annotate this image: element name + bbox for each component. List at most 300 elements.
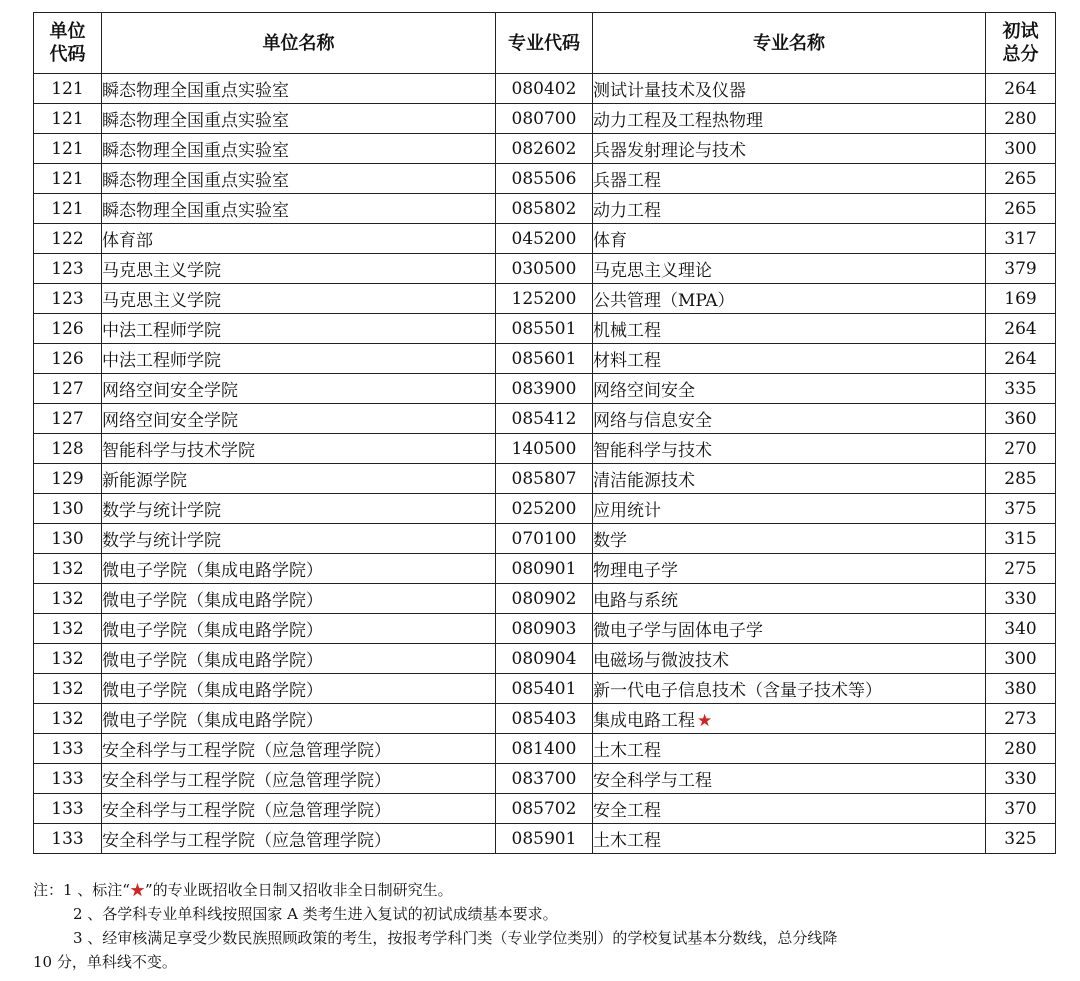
cell-unit-code-text: 130	[51, 528, 84, 549]
cell-major-code	[496, 734, 593, 764]
cell-major-name-text: 电磁场与微波技术	[593, 651, 729, 671]
cell-unit-code	[34, 224, 102, 254]
cell-unit-code-text: 132	[51, 708, 84, 729]
cell-major-code-text: 085807	[511, 468, 577, 489]
cell-score	[986, 824, 1056, 854]
cell-score-text: 300	[1004, 138, 1037, 159]
cell-major-name-text: 智能科学与技术	[593, 441, 712, 461]
cell-major-name	[593, 734, 986, 764]
cell-unit-name-text: 马克思主义学院	[102, 291, 221, 311]
cell-unit-name-text: 微电子学院（集成电路学院）	[102, 681, 323, 701]
cell-unit-name-text: 瞬态物理全国重点实验室	[102, 111, 289, 131]
cell-unit-code	[34, 824, 102, 854]
cell-major-code	[496, 344, 593, 374]
cell-unit-name	[102, 194, 496, 224]
cell-unit-code	[34, 374, 102, 404]
cell-major-name-text: 动力工程及工程热物理	[593, 111, 763, 131]
cell-major-name-text: 清洁能源技术	[593, 471, 695, 491]
cell-major-name	[593, 134, 986, 164]
cell-major-code	[496, 644, 593, 674]
table-row	[34, 314, 1056, 344]
cell-major-name-text: 安全工程	[593, 801, 661, 821]
cell-score-text: 340	[1004, 618, 1037, 639]
cell-score	[986, 524, 1056, 554]
cell-major-code-text: 080402	[511, 78, 577, 99]
cell-score-text: 264	[1004, 78, 1037, 99]
cell-score-text: 315	[1004, 528, 1037, 549]
table-row	[34, 644, 1056, 674]
cell-major-code-text: 085702	[511, 798, 577, 819]
cell-score-text: 335	[1004, 378, 1037, 399]
header-score	[986, 13, 1056, 74]
cell-major-name	[593, 494, 986, 524]
table-row	[34, 164, 1056, 194]
cell-score	[986, 464, 1056, 494]
cell-unit-code	[34, 674, 102, 704]
cell-unit-code	[34, 464, 102, 494]
table-row	[34, 584, 1056, 614]
cell-score	[986, 284, 1056, 314]
cell-score-text: 375	[1004, 498, 1037, 519]
cell-score	[986, 254, 1056, 284]
cell-unit-code	[34, 734, 102, 764]
cell-score-text: 360	[1004, 408, 1037, 429]
cell-major-name-text: 机械工程	[593, 321, 661, 341]
cell-score	[986, 74, 1056, 104]
cell-unit-code-text: 132	[51, 648, 84, 669]
cell-unit-name-text: 智能科学与技术学院	[102, 441, 255, 461]
cell-major-name-text: 公共管理（MPA）	[593, 291, 735, 311]
cell-major-code-text: 080903	[511, 618, 577, 639]
cell-major-code	[496, 764, 593, 794]
cell-score-text: 275	[1004, 558, 1037, 579]
cell-major-code-text: 085412	[511, 408, 577, 429]
cell-unit-name-text: 数学与统计学院	[102, 501, 221, 521]
cell-unit-name	[102, 464, 496, 494]
cell-major-code	[496, 794, 593, 824]
cell-unit-name	[102, 164, 496, 194]
cell-score-text: 264	[1004, 318, 1037, 339]
cell-major-name	[593, 404, 986, 434]
cell-score	[986, 644, 1056, 674]
cell-unit-code	[34, 704, 102, 734]
cell-unit-code	[34, 194, 102, 224]
table-row	[34, 524, 1056, 554]
cell-major-code-text: 125200	[511, 288, 577, 309]
cell-unit-name	[102, 104, 496, 134]
cell-score-text: 325	[1004, 828, 1037, 849]
cell-unit-name-text: 安全科学与工程学院（应急管理学院）	[102, 801, 391, 821]
cell-major-name-text: 材料工程	[593, 351, 661, 371]
cell-score	[986, 344, 1056, 374]
cell-major-name-text: 电路与系统	[593, 591, 678, 611]
cell-score-text: 285	[1004, 468, 1037, 489]
table-row	[34, 614, 1056, 644]
cell-score	[986, 374, 1056, 404]
cell-major-code-text: 080902	[511, 588, 577, 609]
cell-score-text: 273	[1004, 708, 1037, 729]
cell-major-code-text: 085802	[511, 198, 577, 219]
cell-score	[986, 794, 1056, 824]
cell-major-code-text: 081400	[511, 738, 577, 759]
cell-score	[986, 734, 1056, 764]
cell-major-code-text: 083700	[511, 768, 577, 789]
cell-major-code-text: 085401	[511, 678, 577, 699]
cell-score-text: 265	[1004, 168, 1037, 189]
cell-unit-code-text: 121	[51, 78, 84, 99]
cell-score	[986, 554, 1056, 584]
table-row	[34, 824, 1056, 854]
cell-major-code-text: 085601	[511, 348, 577, 369]
cell-score	[986, 614, 1056, 644]
cell-unit-name	[102, 554, 496, 584]
cell-major-name	[593, 254, 986, 284]
cell-unit-code	[34, 434, 102, 464]
cell-score	[986, 764, 1056, 794]
cell-major-name-text: 马克思主义理论	[593, 261, 712, 281]
cell-unit-name	[102, 644, 496, 674]
cell-major-name	[593, 314, 986, 344]
cell-score-text: 379	[1004, 258, 1037, 279]
cell-major-name	[593, 434, 986, 464]
header-major-code: 专业代码	[496, 13, 593, 74]
cell-score	[986, 404, 1056, 434]
cell-unit-code-text: 123	[51, 258, 84, 279]
cell-unit-name	[102, 824, 496, 854]
cell-unit-name	[102, 74, 496, 104]
cell-unit-name-text: 微电子学院（集成电路学院）	[102, 621, 323, 641]
cell-unit-code	[34, 74, 102, 104]
cell-unit-code-text: 133	[51, 798, 84, 819]
cell-unit-name	[102, 434, 496, 464]
cell-major-name	[593, 374, 986, 404]
table-row	[34, 104, 1056, 134]
cell-major-code	[496, 494, 593, 524]
cell-unit-name	[102, 674, 496, 704]
cell-unit-code-text: 128	[51, 438, 84, 459]
star-icon: ★	[129, 881, 145, 899]
cell-unit-code-text: 130	[51, 498, 84, 519]
cell-unit-name-text: 安全科学与工程学院（应急管理学院）	[102, 831, 391, 851]
cell-major-name	[593, 554, 986, 584]
cell-major-name-text: 微电子学与固体电子学	[593, 621, 763, 641]
cell-unit-name	[102, 614, 496, 644]
cell-major-name	[593, 644, 986, 674]
cell-major-name	[593, 524, 986, 554]
cell-major-name-text: 兵器工程	[593, 171, 661, 191]
table-row	[34, 404, 1056, 434]
cell-major-name-text: 网络与信息安全	[593, 411, 712, 431]
cell-unit-code-text: 121	[51, 168, 84, 189]
cell-unit-code	[34, 524, 102, 554]
cell-unit-name-text: 体育部	[102, 231, 153, 251]
cell-major-name-text: 网络空间安全	[593, 381, 695, 401]
cell-major-code-text: 085506	[511, 168, 577, 189]
cell-major-name-text: 新一代电子信息技术（含量子技术等）	[593, 681, 882, 701]
cell-major-code	[496, 74, 593, 104]
cell-unit-code-text: 127	[51, 408, 84, 429]
cell-unit-name-text: 网络空间安全学院	[102, 411, 238, 431]
table-body	[34, 74, 1056, 854]
cell-score	[986, 314, 1056, 344]
cell-unit-name-text: 瞬态物理全国重点实验室	[102, 171, 289, 191]
cell-unit-name-text: 安全科学与工程学院（应急管理学院）	[102, 741, 391, 761]
cell-unit-code-text: 133	[51, 828, 84, 849]
table-row	[34, 494, 1056, 524]
cell-score-text: 330	[1004, 768, 1037, 789]
table-row	[34, 374, 1056, 404]
cell-score-text: 370	[1004, 798, 1037, 819]
cell-score-text: 280	[1004, 108, 1037, 129]
cell-major-code	[496, 614, 593, 644]
cell-unit-code	[34, 344, 102, 374]
cell-major-name	[593, 674, 986, 704]
cell-unit-code-text: 132	[51, 678, 84, 699]
cell-major-code-text: 083900	[511, 378, 577, 399]
cell-major-name	[593, 584, 986, 614]
cell-score	[986, 704, 1056, 734]
cell-score	[986, 584, 1056, 614]
cell-major-name	[593, 164, 986, 194]
cell-major-code	[496, 584, 593, 614]
cell-unit-code-text: 121	[51, 198, 84, 219]
cell-score	[986, 434, 1056, 464]
cell-major-code	[496, 164, 593, 194]
cell-unit-code	[34, 494, 102, 524]
cell-major-code-text: 080700	[511, 108, 577, 129]
cell-unit-name-text: 数学与统计学院	[102, 531, 221, 551]
cell-major-code	[496, 524, 593, 554]
footnote-3-continued: 10 分，单科线不变。	[33, 953, 177, 971]
cell-score-text: 169	[1004, 288, 1037, 309]
cell-unit-name	[102, 584, 496, 614]
cell-score	[986, 164, 1056, 194]
cell-unit-code	[34, 794, 102, 824]
cell-major-name-text: 安全科学与工程	[593, 771, 712, 791]
header-unit-code	[34, 13, 102, 74]
cell-score-text: 300	[1004, 648, 1037, 669]
cell-major-name	[593, 74, 986, 104]
cell-unit-name	[102, 314, 496, 344]
cell-score-text: 317	[1004, 228, 1037, 249]
cell-major-code-text: 080901	[511, 558, 577, 579]
cell-unit-name	[102, 344, 496, 374]
cell-unit-code-text: 121	[51, 108, 84, 129]
score-table-sheet	[33, 12, 1055, 854]
cell-unit-name	[102, 794, 496, 824]
cell-unit-code-text: 126	[51, 348, 84, 369]
cell-unit-code-text: 123	[51, 288, 84, 309]
cell-major-code-text: 030500	[511, 258, 577, 279]
cell-major-code	[496, 134, 593, 164]
cell-unit-code-text: 126	[51, 318, 84, 339]
cell-score	[986, 134, 1056, 164]
table-row	[34, 554, 1056, 584]
footnote-1-prefix: 注：1 、标注“	[33, 881, 130, 899]
cell-major-code	[496, 824, 593, 854]
cell-unit-code	[34, 764, 102, 794]
cell-score-text: 330	[1004, 588, 1037, 609]
cell-major-code	[496, 284, 593, 314]
cell-major-code-text: 025200	[511, 498, 577, 519]
cell-major-code-text: 085403	[511, 708, 577, 729]
cell-unit-name-text: 网络空间安全学院	[102, 381, 238, 401]
cell-score-text: 265	[1004, 198, 1037, 219]
table-header-row	[34, 13, 1056, 74]
star-icon: ★	[697, 711, 713, 731]
cell-unit-code	[34, 584, 102, 614]
cell-unit-code	[34, 614, 102, 644]
table-row	[34, 674, 1056, 704]
footnote-2: 2 、各学科专业单科线按照国家 A 类考生进入复试的初试成绩基本要求。	[73, 905, 558, 923]
table-row	[34, 344, 1056, 374]
footnote-1	[33, 878, 1055, 902]
header-unit-code-line1: 单位	[49, 21, 86, 42]
header-unit-name: 单位名称	[102, 13, 496, 74]
cell-major-code-text: 070100	[511, 528, 577, 549]
table-row	[34, 764, 1056, 794]
cell-unit-code	[34, 164, 102, 194]
cell-major-name	[593, 284, 986, 314]
cell-unit-code-text: 132	[51, 588, 84, 609]
cell-major-code	[496, 254, 593, 284]
cell-unit-code	[34, 404, 102, 434]
cell-unit-name	[102, 494, 496, 524]
cell-score-text: 380	[1004, 678, 1037, 699]
table-row	[34, 434, 1056, 464]
cell-unit-code-text: 122	[51, 228, 84, 249]
cell-unit-code-text: 129	[51, 468, 84, 489]
cell-unit-name	[102, 254, 496, 284]
cell-major-code-text: 082602	[511, 138, 577, 159]
cell-unit-name-text: 微电子学院（集成电路学院）	[102, 711, 323, 731]
cell-unit-code	[34, 254, 102, 284]
cell-unit-name-text: 微电子学院（集成电路学院）	[102, 651, 323, 671]
cell-major-name	[593, 704, 986, 734]
cell-major-code	[496, 674, 593, 704]
cell-major-name-text: 体育	[593, 231, 627, 251]
cell-unit-code-text: 133	[51, 738, 84, 759]
cell-major-code	[496, 104, 593, 134]
table-row	[34, 74, 1056, 104]
cell-unit-name	[102, 764, 496, 794]
cell-major-name	[593, 824, 986, 854]
cell-unit-code	[34, 554, 102, 584]
footnote-3: 3 、经审核满足享受少数民族照顾政策的考生，按报考学科门类（专业学位类别）的学校复试基本分数线，总分线降	[73, 929, 838, 947]
header-score-line2: 总分	[1002, 44, 1039, 65]
cell-unit-code	[34, 644, 102, 674]
cell-score	[986, 194, 1056, 224]
cell-major-name-text: 土木工程	[593, 741, 661, 761]
cell-major-name	[593, 104, 986, 134]
cell-major-name-text: 兵器发射理论与技术	[593, 141, 746, 161]
cell-unit-code	[34, 314, 102, 344]
table-row	[34, 284, 1056, 314]
cell-major-code-text: 085501	[511, 318, 577, 339]
cell-major-name-text: 集成电路工程	[593, 711, 695, 731]
cell-major-name-text: 数学	[593, 531, 627, 551]
cell-major-code	[496, 314, 593, 344]
cell-unit-name	[102, 284, 496, 314]
table-row	[34, 464, 1056, 494]
cell-score	[986, 104, 1056, 134]
cell-score	[986, 674, 1056, 704]
table-row	[34, 794, 1056, 824]
score-table	[33, 12, 1056, 854]
cell-unit-name	[102, 404, 496, 434]
cell-major-code	[496, 704, 593, 734]
cell-unit-code	[34, 134, 102, 164]
cell-major-name-text: 动力工程	[593, 201, 661, 221]
cell-major-code	[496, 434, 593, 464]
cell-major-code-text: 045200	[511, 228, 577, 249]
cell-unit-name-text: 中法工程师学院	[102, 351, 221, 371]
table-row	[34, 704, 1056, 734]
cell-unit-name	[102, 374, 496, 404]
table-row	[34, 134, 1056, 164]
cell-major-code-text: 080904	[511, 648, 577, 669]
cell-major-name	[593, 224, 986, 254]
cell-unit-name	[102, 704, 496, 734]
cell-score-text: 270	[1004, 438, 1037, 459]
cell-unit-code	[34, 104, 102, 134]
cell-unit-code-text: 133	[51, 768, 84, 789]
header-major-name: 专业名称	[593, 13, 986, 74]
cell-major-code	[496, 464, 593, 494]
cell-major-name	[593, 794, 986, 824]
cell-score-text: 264	[1004, 348, 1037, 369]
header-score-line1: 初试	[1002, 21, 1039, 42]
cell-unit-name-text: 微电子学院（集成电路学院）	[102, 591, 323, 611]
cell-major-name	[593, 344, 986, 374]
cell-major-name	[593, 614, 986, 644]
cell-unit-code-text: 127	[51, 378, 84, 399]
cell-major-name	[593, 764, 986, 794]
cell-unit-name-text: 瞬态物理全国重点实验室	[102, 141, 289, 161]
cell-score	[986, 494, 1056, 524]
cell-unit-name-text: 微电子学院（集成电路学院）	[102, 561, 323, 581]
cell-unit-code-text: 132	[51, 618, 84, 639]
cell-unit-name-text: 安全科学与工程学院（应急管理学院）	[102, 771, 391, 791]
cell-major-code-text: 085901	[511, 828, 577, 849]
cell-major-name-text: 测试计量技术及仪器	[593, 81, 746, 101]
cell-unit-name-text: 新能源学院	[102, 471, 187, 491]
cell-unit-name-text: 马克思主义学院	[102, 261, 221, 281]
cell-unit-code-text: 132	[51, 558, 84, 579]
cell-major-code	[496, 374, 593, 404]
cell-unit-code	[34, 284, 102, 314]
cell-major-code	[496, 554, 593, 584]
cell-unit-name	[102, 734, 496, 764]
cell-unit-name	[102, 134, 496, 164]
cell-major-code-text: 140500	[511, 438, 577, 459]
cell-major-name-text: 物理电子学	[593, 561, 678, 581]
cell-score-text: 280	[1004, 738, 1037, 759]
cell-unit-name-text: 瞬态物理全国重点实验室	[102, 81, 289, 101]
cell-major-name	[593, 464, 986, 494]
cell-major-code	[496, 404, 593, 434]
cell-unit-code-text: 121	[51, 138, 84, 159]
table-row	[34, 194, 1056, 224]
table-row	[34, 224, 1056, 254]
cell-major-name-text: 土木工程	[593, 831, 661, 851]
footnotes	[33, 878, 1055, 974]
table-row	[34, 254, 1056, 284]
cell-unit-name	[102, 524, 496, 554]
cell-score	[986, 224, 1056, 254]
cell-major-code	[496, 224, 593, 254]
cell-major-code	[496, 194, 593, 224]
